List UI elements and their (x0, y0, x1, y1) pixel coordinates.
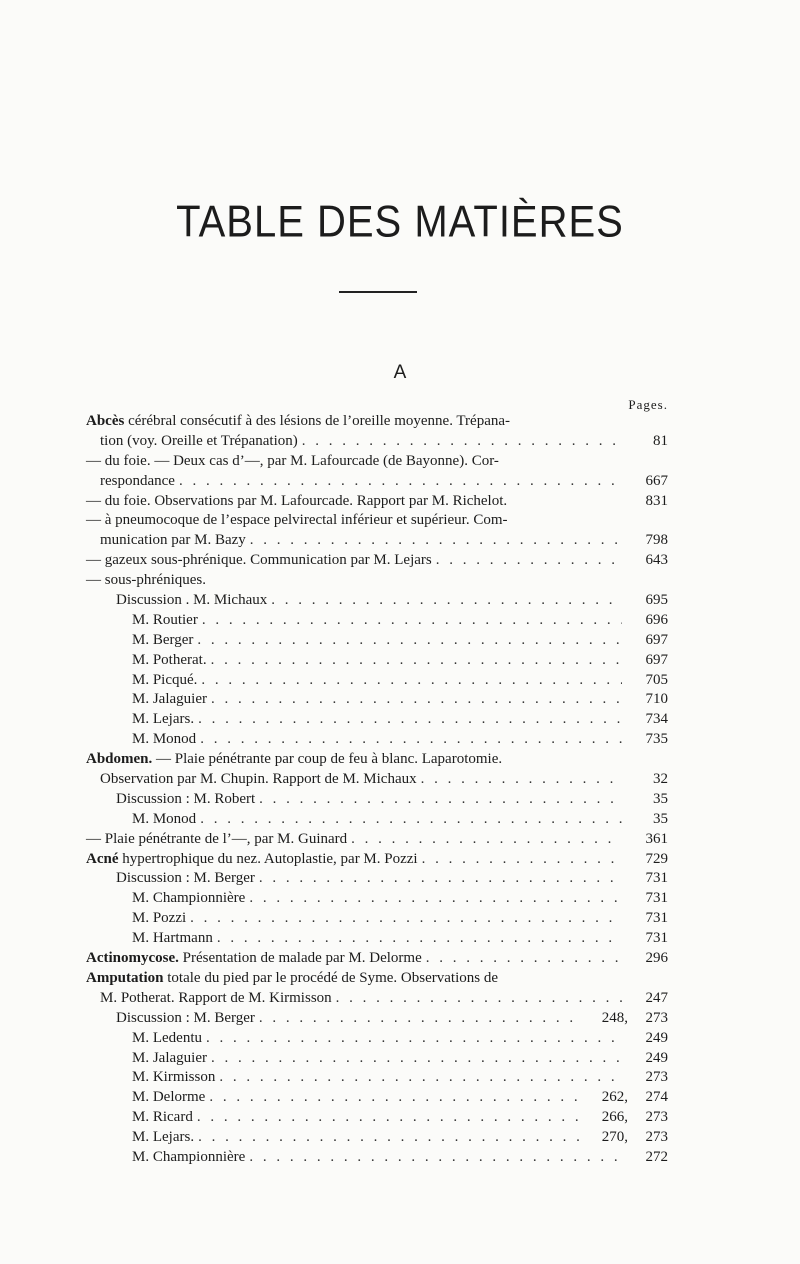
toc-description: respondance (100, 472, 175, 489)
dot-leader (259, 1009, 582, 1029)
page-number: 731 (645, 910, 668, 927)
toc-description: hypertrophique du nez. Autoplastie, par M. Pozzi (118, 850, 418, 867)
toc-entry (86, 830, 668, 850)
toc-entry (86, 1088, 668, 1108)
toc-description: — à pneumocoque de l’espace pelvirectal inférieur et supérieur. Com- (86, 512, 508, 529)
page-number: 249 (645, 1029, 668, 1046)
dot-leader (201, 671, 622, 691)
toc-entry-text (132, 730, 196, 750)
toc-entry-text (100, 770, 417, 790)
toc-entry (86, 1128, 668, 1148)
page-number: 731 (645, 890, 668, 907)
toc-entry (86, 710, 668, 730)
toc-entry-text (132, 810, 196, 830)
toc-entry (86, 1029, 668, 1049)
toc-entry (86, 730, 668, 750)
dot-leader (259, 869, 622, 889)
page-number: 695 (645, 592, 668, 609)
toc-entry-text (132, 631, 193, 651)
page-number: 249 (645, 1049, 668, 1066)
toc-description: Discussion . M. Michaux (116, 592, 268, 609)
toc-entry (86, 492, 668, 512)
dot-leader (202, 611, 622, 631)
dot-leader (249, 889, 622, 909)
page-number: 697 (645, 631, 668, 648)
table-of-contents (86, 412, 668, 1168)
page-number: 35 (653, 810, 668, 827)
toc-description: — Plaie pénétrante par coup de feu à blanc. Laparotomie. (152, 751, 503, 768)
toc-keyword: Actinomycose. (86, 950, 179, 967)
page-number: 734 (645, 711, 668, 728)
toc-keyword: Acné (86, 850, 119, 867)
toc-description: tion (voy. Oreille et Trépanation) (100, 432, 298, 449)
toc-entry-text (132, 651, 207, 671)
page-number: 735 (645, 731, 668, 748)
toc-entry (86, 1068, 668, 1088)
toc-entry-text (100, 989, 332, 1009)
page-number: 35 (653, 790, 668, 807)
toc-entry-text (100, 531, 246, 551)
toc-description: M. Monod (132, 810, 197, 827)
toc-entry-text (132, 710, 194, 730)
toc-entry-text (86, 830, 347, 850)
dot-leader (206, 1029, 622, 1049)
toc-entry-text (100, 432, 298, 452)
toc-entry (86, 511, 668, 531)
toc-description: M. Monod (132, 731, 197, 748)
toc-description: cérébral consécutif à des lésions de l’oreille moyenne. Trépana- (124, 413, 511, 429)
toc-entry (86, 770, 668, 790)
title-divider (339, 291, 417, 293)
toc-entry-text (132, 671, 197, 691)
dot-leader (302, 432, 622, 452)
toc-entry-text (132, 889, 245, 909)
toc-entry-text (132, 690, 207, 710)
toc-description: M. Pozzi (132, 910, 187, 927)
dot-leader (421, 770, 622, 790)
toc-entry-text (132, 1108, 193, 1128)
toc-entry-text (132, 1128, 194, 1148)
toc-entry-text (116, 1009, 255, 1029)
toc-description: M. Lejars. (132, 1129, 195, 1146)
toc-entry-text (116, 869, 255, 889)
page-number: 705 (645, 671, 668, 688)
toc-entry-text (132, 1068, 215, 1088)
toc-keyword: Abcès (86, 413, 125, 429)
toc-entry (86, 929, 668, 949)
dot-leader (259, 790, 622, 810)
toc-entry-text (132, 1029, 202, 1049)
page-number: 667 (645, 472, 668, 489)
toc-entry-text (86, 969, 498, 989)
toc-entry-text (116, 591, 267, 611)
page-number: 81 (653, 432, 668, 449)
page-number: 361 (645, 830, 668, 847)
toc-entry-text (132, 909, 186, 929)
toc-entry-text (86, 511, 508, 531)
dot-leader (179, 472, 622, 492)
page-number: 266, (601, 1109, 628, 1126)
page-title: TABLE DES MATIÈRES (176, 197, 624, 247)
toc-description: M. Ledentu (132, 1029, 202, 1046)
dot-leader (250, 531, 622, 551)
toc-keyword: Abdomen. (86, 751, 153, 768)
dot-leader (271, 591, 622, 611)
toc-description: M. Delorme (132, 1089, 206, 1106)
toc-description: M. Championnière (132, 890, 246, 907)
page-number: 729 (645, 850, 668, 867)
toc-entry (86, 631, 668, 651)
dot-leader (436, 551, 622, 571)
toc-entry (86, 869, 668, 889)
dot-leader (336, 989, 622, 1009)
toc-entry (86, 889, 668, 909)
toc-entry (86, 810, 668, 830)
toc-entry-text (86, 551, 432, 571)
toc-description: Observation par M. Chupin. Rapport de M. Michaux (100, 771, 417, 788)
dot-leader (217, 929, 622, 949)
toc-entry (86, 850, 668, 870)
toc-description: M. Jalaguier (132, 1049, 207, 1066)
toc-entry (86, 690, 668, 710)
toc-description: munication par M. Bazy (100, 532, 246, 549)
toc-entry (86, 909, 668, 929)
toc-entry-text (86, 412, 510, 432)
toc-entry-text (86, 850, 418, 870)
page-number: 643 (645, 552, 668, 569)
dot-leader (211, 1049, 622, 1069)
toc-entry (86, 1148, 668, 1168)
page-number: 262, (601, 1089, 628, 1106)
toc-description: M. Kirmisson (132, 1069, 216, 1086)
dot-leader (211, 690, 622, 710)
toc-entry-text (116, 790, 255, 810)
page-number-secondary: 274 (645, 1089, 668, 1106)
page-number: 731 (645, 870, 668, 887)
toc-description: — sous-phréniques. (86, 572, 206, 589)
dot-leader (200, 810, 622, 830)
dot-leader (211, 651, 622, 671)
toc-description: Discussion : M. Berger (116, 870, 255, 887)
dot-leader (219, 1068, 622, 1088)
toc-entry (86, 949, 668, 969)
toc-entry (86, 432, 668, 452)
toc-description: M. Jalaguier (132, 691, 207, 708)
dot-leader (249, 1148, 622, 1168)
page-number: 247 (645, 989, 668, 1006)
toc-entry-text (86, 949, 422, 969)
dot-leader (197, 631, 622, 651)
toc-entry-text (86, 452, 499, 472)
page-number: 296 (645, 950, 668, 967)
toc-entry (86, 1108, 668, 1128)
toc-entry (86, 750, 668, 770)
toc-entry (86, 531, 668, 551)
dot-leader (198, 710, 622, 730)
page-number-secondary: 273 (645, 1009, 668, 1026)
dot-leader (422, 850, 622, 870)
toc-entry-text (132, 1088, 205, 1108)
page-number: 270, (601, 1129, 628, 1146)
toc-description: — Plaie pénétrante de l’—, par M. Guinard (86, 830, 348, 847)
toc-entry (86, 969, 668, 989)
toc-description: M. Berger (132, 631, 194, 648)
pages-column-header: Pages. (628, 397, 668, 412)
toc-description: M. Potherat. Rapport de M. Kirmisson (100, 989, 332, 1006)
toc-entry (86, 551, 668, 571)
page-number: 697 (645, 651, 668, 668)
toc-description: — du foie. Observations par M. Lafourcade. Rapport par M. Richelot. (86, 492, 508, 509)
toc-entry-text (100, 472, 175, 492)
dot-leader (198, 1128, 582, 1148)
toc-entry-text (86, 750, 502, 770)
toc-entry (86, 1049, 668, 1069)
toc-description: Discussion : M. Berger (116, 1009, 255, 1026)
toc-description: M. Potherat. (132, 651, 207, 668)
toc-entry (86, 651, 668, 671)
toc-description: totale du pied par le procédé de Syme. Observations de (163, 969, 498, 986)
toc-entry-text (132, 1049, 207, 1069)
page-number: 731 (645, 930, 668, 947)
section-letter: A (393, 362, 407, 383)
toc-entry (86, 790, 668, 810)
page-number-secondary: 273 (645, 1109, 668, 1126)
toc-description: — gazeux sous-phrénique. Communication par M. Lejars (86, 552, 432, 569)
toc-entry (86, 989, 668, 1009)
toc-keyword: Amputation (86, 969, 164, 986)
toc-entry-text (132, 611, 198, 631)
dot-leader (351, 830, 622, 850)
toc-entry-text (86, 492, 507, 512)
dot-leader (190, 909, 622, 929)
dot-leader (209, 1088, 582, 1108)
toc-entry-text (86, 571, 206, 591)
toc-description: M. Hartmann (132, 930, 213, 947)
toc-description: Discussion : M. Robert (116, 790, 256, 807)
page-number: 32 (653, 771, 668, 788)
toc-entry-text (132, 929, 213, 949)
toc-entry (86, 571, 668, 591)
toc-description: M. Championnière (132, 1148, 246, 1165)
page-number: 831 (645, 492, 668, 509)
toc-description: M. Picqué. (132, 671, 198, 688)
dot-leader (426, 949, 622, 969)
dot-leader (200, 730, 622, 750)
page-number: 248, (601, 1009, 628, 1026)
toc-description: Présentation de malade par M. Delorme (178, 950, 422, 967)
toc-entry (86, 611, 668, 631)
toc-entry (86, 452, 668, 472)
toc-description: M. Lejars. (132, 711, 195, 728)
toc-description: M. Ricard (132, 1109, 193, 1126)
toc-entry (86, 472, 668, 492)
toc-entry (86, 412, 668, 432)
page-number: 272 (645, 1148, 668, 1165)
page-number-secondary: 273 (645, 1129, 668, 1146)
page-number: 273 (645, 1069, 668, 1086)
toc-description: — du foie. — Deux cas d’—, par M. Lafourcade (de Bayonne). Cor- (86, 452, 499, 469)
page-number: 710 (645, 691, 668, 708)
toc-entry (86, 1009, 668, 1029)
toc-entry (86, 591, 668, 611)
dot-leader (197, 1108, 582, 1128)
page-number: 798 (645, 532, 668, 549)
toc-entry-text (132, 1148, 245, 1168)
toc-entry (86, 671, 668, 691)
toc-description: M. Routier (132, 611, 198, 628)
page-number: 696 (645, 611, 668, 628)
